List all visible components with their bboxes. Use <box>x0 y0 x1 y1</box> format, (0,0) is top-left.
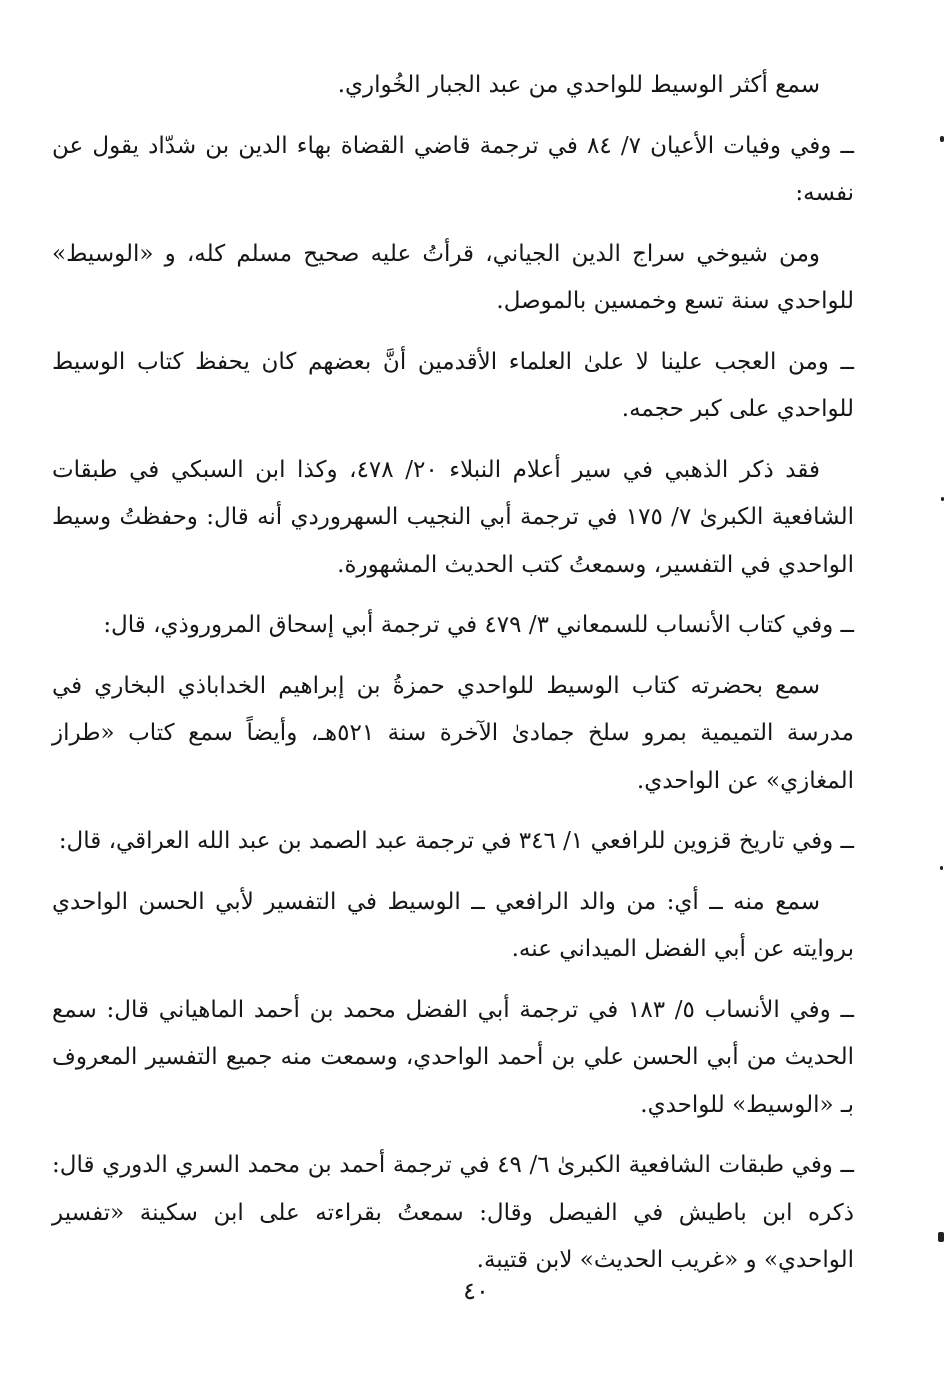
paragraph: ــ وفي كتاب الأنساب للسمعاني ٣/ ٤٧٩ في ترجمة أبي إسحاق المروروذي، قال: <box>103 612 854 638</box>
scan-speck <box>941 497 944 501</box>
paragraph: ــ وفي وفيات الأعيان ٧/ ٨٤ في ترجمة قاضي القضاة بهاء الدين بن شدّاد يقول عن نفسه: <box>52 132 854 206</box>
paragraph: ــ وفي الأنساب ٥/ ١٨٣ في ترجمة أبي الفضل محمد بن أحمد الماهياني قال: سمع الحديث من أبي الحسن علي بن أحمد الواحدي، وسمعت منه جميع التفسير المعروف بـ «الوسيط» للواحدي. <box>52 996 854 1118</box>
page-number: ٤٠ <box>463 1277 489 1305</box>
paragraph: سمع بحضرته كتاب الوسيط للواحدي حمزةُ بن إبراهيم الخداباذي البخاري في مدرسة التميمية بمرو سلخ جمادىٰ الآخرة سنة ٥٢١هـ، وأيضاً سمع كتاب «طراز المغازي» عن الواحدي. <box>52 672 854 794</box>
paragraph: ــ وفي تاريخ قزوين للرافعي ١/ ٣٤٦ في ترجمة عبد الصمد بن عبد الله العراقي، قال: <box>58 828 854 854</box>
paragraph: سمع أكثر الوسيط للواحدي من عبد الجبار الخُواري. <box>337 72 820 98</box>
paragraph: ومن شيوخي سراج الدين الجياني، قرأتُ عليه صحيح مسلم كله، و «الوسيط» للواحدي سنة تسع وخمسين بالموصل. <box>52 240 854 314</box>
scan-speck <box>940 136 944 142</box>
paragraph: ــ وفي طبقات الشافعية الكبرىٰ ٦/ ٤٩ في ترجمة أحمد بن محمد السري الدوري قال: ذكره ابن باطيش في الفيصل وقال: سمعتُ بقراءته على ابن سكينة «تفسير الواحدي» و «غريب الحديث» لابن قتيبة. <box>52 1152 855 1273</box>
paragraph: فقد ذكر الذهبي في سير أعلام النبلاء ٢٠/ ٤٧٨، وكذا ابن السبكي في طبقات الشافعية الكبرىٰ ٧/ ١٧٥ في ترجمة أبي النجيب السهروردي أنه قال: وحفظتُ وسيط الواحدي في التفسير، وسمعتُ كتب الحديث المشهورة. <box>52 456 855 578</box>
paragraph: سمع منه ــ أي: من والد الرافعي ــ الوسيط في التفسير لأبي الحسن الواحدي بروايته عن أبي الفضل الميداني عنه. <box>52 888 854 962</box>
scan-speck <box>940 866 943 870</box>
page-body <box>52 62 854 1298</box>
scan-speck <box>938 1232 944 1242</box>
paragraph: ــ ومن العجب علينا لا علىٰ العلماء الأقدمين أنَّ بعضهم كان يحفظ كتاب الوسيط للواحدي على كبر حجمه. <box>52 348 854 422</box>
